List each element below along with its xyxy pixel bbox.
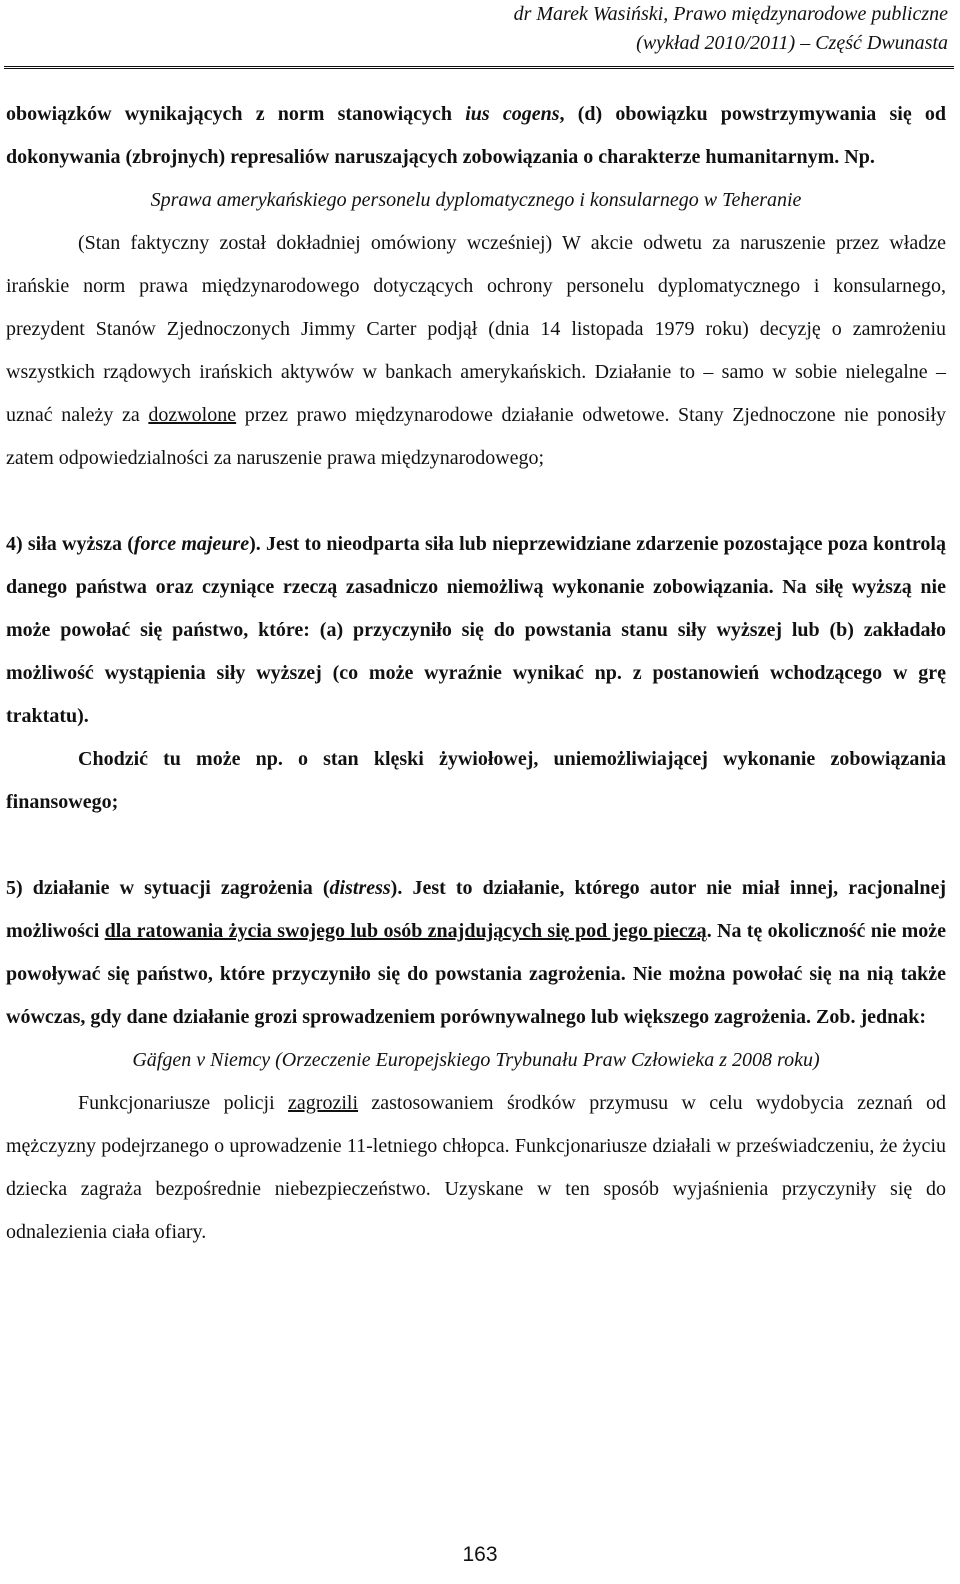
paragraph-distress-text-2: ). Jest to działanie, którego autor nie miał innej, racjonalnej możliwości xyxy=(6,877,946,942)
paragraph-distress xyxy=(6,867,946,1039)
header-line-author-title: dr Marek Wasiński, Prawo międzynarodowe publiczne xyxy=(513,3,948,25)
header-line-lecture: (wykład 2010/2011) – Część Dwunasta xyxy=(636,32,948,54)
term-dozwolone: dozwolone xyxy=(148,404,237,426)
paragraph-gafgen-text-1: Funkcjonariusze policji xyxy=(78,1092,289,1114)
force-majeure-term: force majeure xyxy=(133,533,250,555)
spacer xyxy=(6,480,946,523)
distress-underlined-phrase: dla ratowania życia swojego lub osób znajdujących się pod jego pieczą xyxy=(104,920,707,942)
spacer xyxy=(6,824,946,867)
document-body xyxy=(6,93,946,1254)
term-zagrozili: zagrozili xyxy=(288,1092,359,1114)
paragraph-force-majeure-text-2: ). Jest to nieodparta siła lub nieprzewidziane zdarzenie pozostające poza kontrolą danego państwa oraz czyniące rzeczą zasadniczo niemożliwą wykonanie zobowiązania. Na siłę wyższą nie może powołać się państwo, które: (a) przyczyniło się do powstania stanu siły wyższej lub (b) zakładało możliwość wystąpienia siły wyższej (co może wyraźnie wynikać np. z postanowień wchodzącego w grę traktatu). xyxy=(6,533,946,727)
page-number: 163 xyxy=(462,1543,498,1566)
paragraph-teheran-text-1: (Stan faktyczny został dokładniej omówiony wcześniej) W akcie odwetu za naruszenie przez władze irańskie norm prawa międzynarodowego dotyczących ochrony personelu dyplomatycznego i konsularnego, prezydent Stanów Zjednoczonych Jimmy Carter podjął (dnia 14 listopada 1979 roku) decyzję o zamrożeniu wszystkich rządowych irańskich aktywów w bankach amerykańskich. Działanie to – samo w sobie nielegalne – uznać należy za xyxy=(6,232,946,426)
running-header xyxy=(248,0,948,58)
case-title-teheran: Sprawa amerykańskiego personelu dyplomatycznego i konsularnego w Teheranie xyxy=(150,189,802,211)
paragraph-natural-disaster: Chodzić tu może np. o stan klęski żywiołowej, uniemożliwiającej wykonanie zobowiązania finansowego; xyxy=(6,748,946,813)
paragraph-force-majeure xyxy=(6,523,946,738)
header-divider xyxy=(4,66,954,69)
paragraph-gafgen-text-2: zastosowaniem środków przymusu w celu wydobycia zeznań od mężczyzny podejrzanego o uprowadzenie 11-letniego chłopca. Funkcjonariusze działali w przeświadczeniu, że życiu dziecka zagraża bezpośrednie niebezpieczeństwo. Uzyskane w ten sposób wyjaśnienia przyczyniły się do odnalezienia ciała ofiary. xyxy=(6,1092,946,1243)
paragraph-obligations xyxy=(6,93,946,179)
paragraph-force-majeure-text-1: 4) siła wyższa ( xyxy=(6,533,134,555)
case-title-gafgen: Gäfgen v Niemcy (Orzeczenie Europejskiego Trybunału Praw Człowieka z 2008 roku) xyxy=(132,1049,820,1071)
distress-term: distress xyxy=(329,877,391,899)
paragraph-distress-text-1: 5) działanie w sytuacji zagrożenia ( xyxy=(6,877,330,899)
paragraph-gafgen-facts xyxy=(6,1082,946,1254)
paragraph-obligations-text-2: , (d) obowiązku powstrzymywania się od dokonywania (zbrojnych) represaliów naruszających zobowiązania o charakterze humanitarnym. Np. xyxy=(6,103,946,168)
paragraph-distress-text-3: . Na tę okoliczność nie może powoływać się państwo, które przyczyniło się do powstania zagrożenia. Nie można powołać się na nią także wówczas, gdy dane działanie grozi sprowadzeniem porównywalnego lub większego zagrożenia. Zob. jednak: xyxy=(6,920,946,1028)
paragraph-teheran-text-2: przez prawo międzynarodowe działanie odwetowe. Stany Zjednoczone nie ponosiły zatem odpowiedzialności za naruszenie prawa międzynarodowego; xyxy=(6,404,946,469)
ius-cogens-term: ius cogens xyxy=(465,103,560,125)
paragraph-obligations-text-1: obowiązków wynikających z norm stanowiących xyxy=(6,103,466,125)
paragraph-teheran-facts xyxy=(6,222,946,480)
